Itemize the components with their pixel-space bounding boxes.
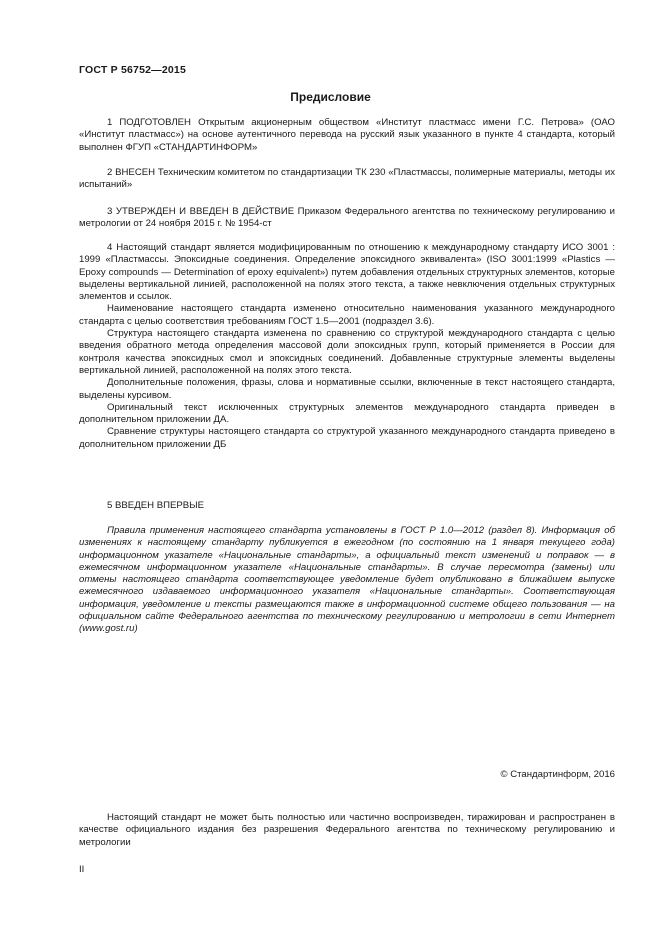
copyright: © Стандартинформ, 2016 bbox=[500, 769, 615, 780]
item-4 bbox=[79, 242, 615, 451]
item-1-text: 1 ПОДГОТОВЛЕН Открытым акционерным обществом «Институт пластмасс имени Г.С. Петрова» (ОАО «Институт пластмасс») на основе аутентичного перевода на русский язык указанного в пункте 4 стандарта, который выполнен ФГУП «СТАНДАРТИНФОРМ» bbox=[79, 117, 615, 153]
item-2 bbox=[79, 167, 615, 192]
item-4-paragraph-b: Наименование настоящего стандарта изменено относительно наименования указанного международного стандарта с целью соответствия требованиям ГОСТ 1.5—2001 (подраздел 3.6). bbox=[79, 303, 615, 327]
item-5 bbox=[79, 500, 615, 512]
page-number: II bbox=[79, 864, 85, 875]
item-1 bbox=[79, 117, 615, 154]
reproduction-notice-text: Настоящий стандарт не может быть полностью или частично воспроизведен, тиражирован и распространен в качестве официального издания без разрешения Федерального агентства по техническому регулированию и метрологии bbox=[79, 812, 615, 848]
document-id: ГОСТ Р 56752—2015 bbox=[79, 64, 187, 76]
item-3 bbox=[79, 206, 615, 231]
application-rules bbox=[79, 525, 615, 636]
page-title: Предисловие bbox=[290, 90, 371, 104]
item-3-text: 3 УТВЕРЖДЕН И ВВЕДЕН В ДЕЙСТВИЕ Приказом Федерального агентства по техническому регулированию и метрологии от 24 ноября 2015 г. № 1954-ст bbox=[79, 206, 615, 230]
item-4-paragraph-f: Сравнение структуры настоящего стандарта со структурой указанного международного стандарта приведено в дополнительном приложении ДБ bbox=[79, 426, 615, 450]
item-4-paragraph-e: Оригинальный текст исключенных структурных элементов международного стандарта приведен в дополнительном приложении ДА. bbox=[79, 401, 615, 426]
reproduction-notice bbox=[79, 812, 615, 849]
item-4-paragraph-c: Структура настоящего стандарта изменена по сравнению со структурой международного стандарта с целью введения обратного метода определения массовой доли эпоксидных групп, который применяется в России для контроля качества эпоксидных смол и эпоксидных соединений. Добавленные структурные элементы выделены вертикальной линией, расположенной на полях этого текста. bbox=[79, 328, 615, 376]
item-4-paragraph-a: 4 Настоящий стандарт является модифицированным по отношению к международному стандарту ИСО 3001 : 1999 «Пластмассы. Эпоксидные соединения. Определение эпоксидного эквивалента» (ISO 3001:1999 «Plastics — Epoxy compounds — Determination of epoxy equivalent») путем добавления отдельных структурных элементов, которые выделены вертикальной линией, расположенной на полях этого текста, а также невключения отдельных структурных элементов и ссылок. bbox=[79, 242, 615, 303]
item-4-paragraph-d: Дополнительные положения, фразы, слова и нормативные ссылки, включенные в текст настоящего стандарта, выделены курсивом. bbox=[79, 377, 615, 401]
item-2-text: 2 ВНЕСЕН Техническим комитетом по стандартизации ТК 230 «Пластмассы, полимерные материалы, методы их испытаний» bbox=[79, 167, 615, 191]
application-rules-text: Правила применения настоящего стандарта установлены в ГОСТ Р 1.0—2012 (раздел 8). Информация об изменениях к настоящему стандарту публикуется в ежегодном (по состоянию на 1 января текущего года) информационном указателе «Национальные стандарты», а официальный текст изменений и поправок — в ежемесячном информационном указателе «Национальные стандарты». В случае пересмотра (замены) или отмены настоящего стандарта соответствующее уведомление будет опубликовано в ближайшем выпуске ежемесячного издаваемого информационного указателя «Национальные стандарты». Соответствующая информация, уведомление и тексты размещаются также в информационной системе общего пользования — на официальном сайте Федерального агентства по техническому регулированию и метрологии в сети Интернет (www.gost.ru) bbox=[79, 525, 615, 635]
item-5-text: 5 ВВЕДЕН ВПЕРВЫЕ bbox=[107, 500, 205, 511]
